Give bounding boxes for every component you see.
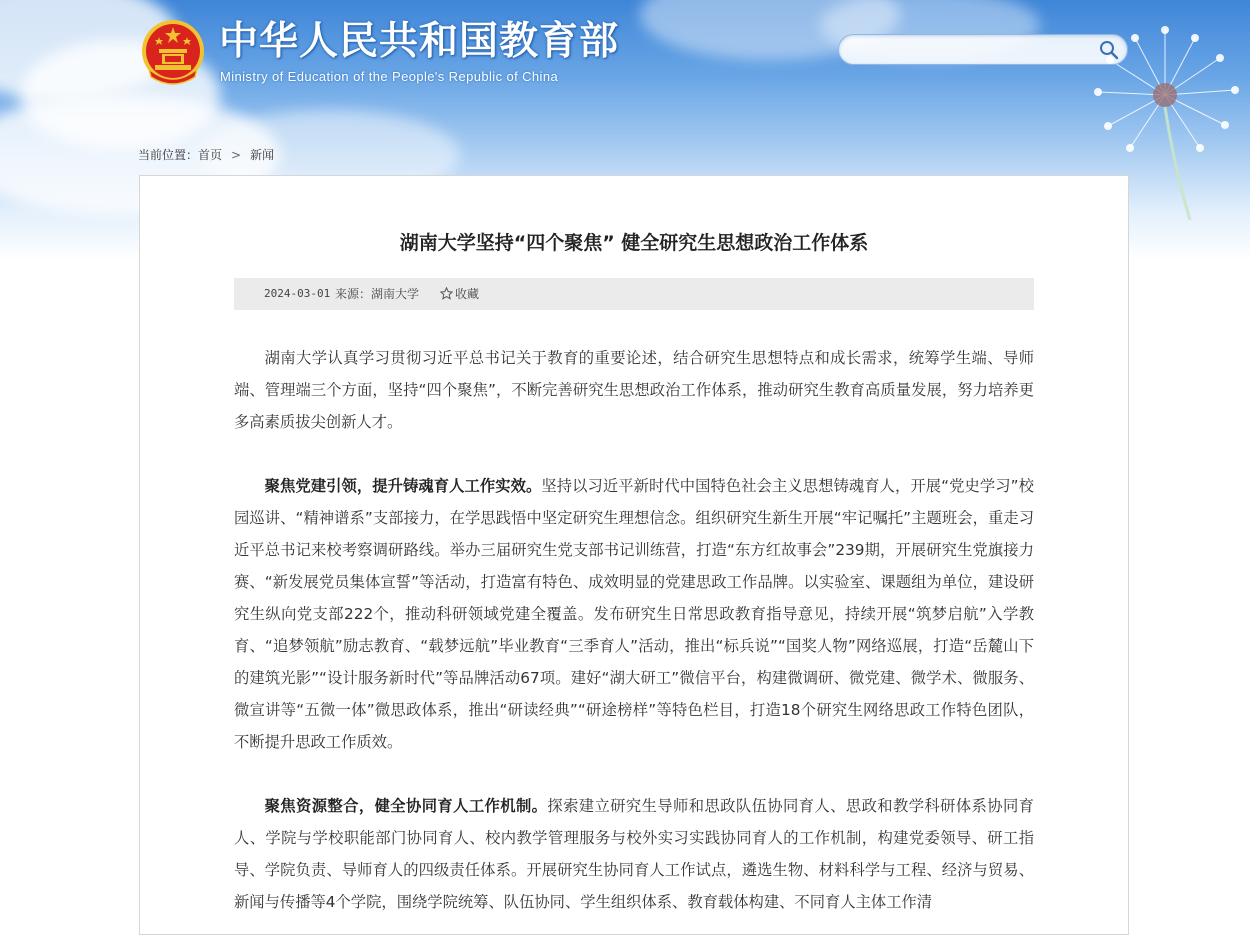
article-meta-bar <box>234 278 1034 310</box>
breadcrumb-home[interactable]: 首页 <box>198 148 223 162</box>
chevron-right-icon: > <box>231 148 242 162</box>
star-icon <box>440 287 453 300</box>
site-subtitle: Ministry of Education of the People's Republic of China <box>220 69 559 84</box>
paragraph-text: 探索建立研究生导师和思政队伍协同育人、思政和教学科研体系协同育人、学院与学校职能部门协同育人、校内教学管理服务与校外实习实践协同育人的工作机制，构建党委领导、研工指导、学院负责、导师育人的四级责任体系。开展研究生协同育人工作试点，遴选生物、材料科学与工程、经济与贸易、新闻与传播等4个学院，围绕学院统筹、队伍协同、学生组织体系、教育载体构建、不同育人主体工作清 <box>234 797 1034 911</box>
paragraph-text: 湖南大学认真学习贯彻习近平总书记关于教育的重要论述，结合研究生思想特点和成长需求，统筹学生端、导师端、管理端三个方面，坚持“四个聚焦”，不断完善研究生思想政治工作体系，推动研究生教育高质量发展，努力培养更多高素质拔尖创新人才。 <box>234 349 1034 431</box>
article-title: 湖南大学坚持“四个聚焦” 健全研究生思想政治工作体系 <box>399 232 869 254</box>
site-title[interactable]: 中华人民共和国教育部 <box>219 19 620 64</box>
article-paragraph <box>234 470 1034 758</box>
search-input[interactable] <box>851 40 1095 62</box>
search-box <box>838 34 1128 65</box>
national-emblem-icon <box>141 17 205 87</box>
article-source: 来源：湖南大学 <box>335 287 420 301</box>
paragraph-lead: 聚焦资源整合，健全协同育人工作机制。 <box>264 797 548 815</box>
favorite-label: 收藏 <box>455 287 480 301</box>
favorite-button[interactable] <box>440 286 479 302</box>
article-paragraph <box>234 342 1034 438</box>
breadcrumb-news[interactable]: 新闻 <box>250 148 275 162</box>
paragraph-lead: 聚焦党建引领，提升铸魂育人工作实效。 <box>264 477 542 495</box>
breadcrumb <box>138 146 274 164</box>
article-paragraph <box>234 790 1034 918</box>
article-date: 2024-03-01 <box>264 287 331 300</box>
breadcrumb-label: 当前位置： <box>138 148 199 162</box>
search-icon[interactable] <box>1099 40 1119 60</box>
article-container <box>139 175 1129 935</box>
paragraph-text: 坚持以习近平新时代中国特色社会主义思想铸魂育人，开展“党史学习”校园巡讲、“精神谱系”支部接力，在学思践悟中坚定研究生理想信念。组织研究生新生开展“牢记嘱托”主题班会，重走习近平总书记来校考察调研路线。举办三届研究生党支部书记训练营，打造“东方红故事会”239期，开展研究生党旗接力赛、“新发展党员集体宣誓”等活动，打造富有特色、成效明显的党建思政工作品牌。以实验室、课题组为单位，建设研究生纵向党支部222个，推动科研领域党建全覆盖。发布研究生日常思政教育指导意见，持续开展“筑梦启航”入学教育、“追梦领航”励志教育、“载梦远航”毕业教育“三季育人”活动，推出“标兵说”“国奖人物”网络巡展，打造“岳麓山下的建筑光影”“设计服务新时代”等品牌活动67项。建好“湖大研工”微信平台，构建微调研、微党建、微学术、微服务、微宣讲等“五微一体”微思政体系，推出“研读经典”“研途榜样”等特色栏目，打造18个研究生网络思政工作特色团队，不断提升思政工作质效。 <box>234 477 1034 751</box>
